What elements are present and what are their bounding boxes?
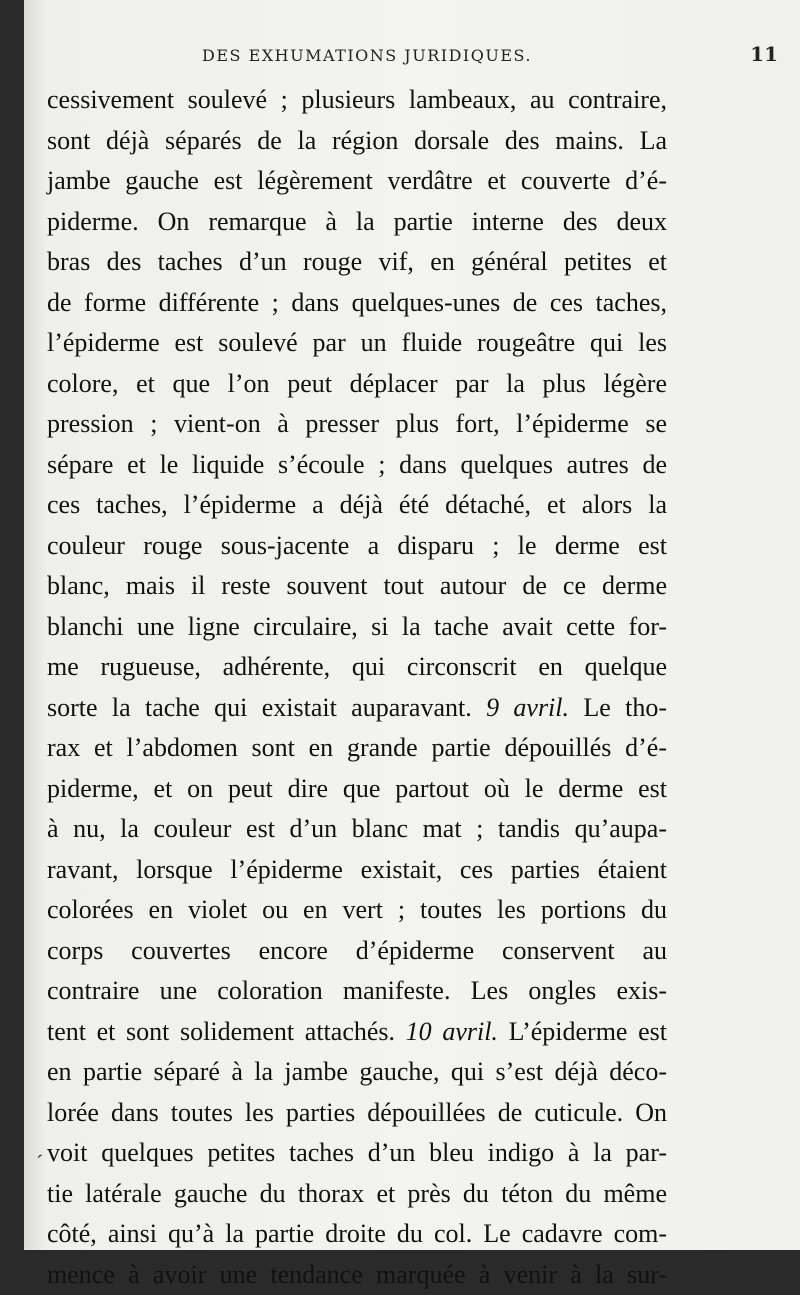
text-line: bras des taches d’un rouge vif, en général petites et — [47, 242, 667, 283]
text-line: ces taches, l’épiderme a déjà été détaché, et alors la — [47, 485, 667, 526]
book-page — [24, 0, 800, 1250]
text-line: me rugueuse, adhérente, qui circonscrit en quelque — [47, 647, 667, 688]
text-line: mence à avoir une tendance marquée à venir à la sur- — [47, 1255, 667, 1295]
text-line: lorée dans toutes les parties dépouillées de cuticule. On — [47, 1093, 667, 1134]
body-text — [47, 80, 667, 1295]
date-9-avril: 9 avril. — [486, 693, 569, 722]
text-line: rax et l’abdomen sont en grande partie dépouillés d’é- — [47, 728, 667, 769]
text-line: couleur rouge sous-jacente a disparu ; le derme est — [47, 526, 667, 567]
running-title: DES EXHUMATIONS JURIDIQUES. — [172, 46, 562, 65]
text-segment: sorte la tache qui existait auparavant. — [47, 693, 472, 722]
text-line: voit quelques petites taches d’un bleu indigo à la par- — [47, 1133, 667, 1174]
text-line: jambe gauche est légèrement verdâtre et couverte d’é- — [47, 161, 667, 202]
text-segment: tent et sont solidement attachés. — [47, 1017, 395, 1046]
text-line: colorées en violet ou en vert ; toutes les portions du — [47, 890, 667, 931]
text-line: colore, et que l’on peut déplacer par la plus légère — [47, 364, 667, 405]
margin-mark: ´ — [36, 1150, 43, 1176]
text-segment: L’épiderme est — [509, 1017, 667, 1046]
text-line: l’épiderme est soulevé par un fluide rougeâtre qui les — [47, 323, 667, 364]
text-line: tie latérale gauche du thorax et près du téton du même — [47, 1174, 667, 1215]
text-line: contraire une coloration manifeste. Les ongles exis- — [47, 971, 667, 1012]
date-10-avril: 10 avril. — [406, 1017, 498, 1046]
text-line: ravant, lorsque l’épiderme existait, ces parties étaient — [47, 850, 667, 891]
text-line-with-date — [47, 688, 667, 729]
text-line: pression ; vient-on à presser plus fort, l’épiderme se — [47, 404, 667, 445]
text-line: piderme. On remarque à la partie interne des deux — [47, 202, 667, 243]
text-line: corps couvertes encore d’épiderme conservent au — [47, 931, 667, 972]
text-line: cessivement soulevé ; plusieurs lambeaux, au contraire, — [47, 80, 667, 121]
text-line: sont déjà séparés de la région dorsale des mains. La — [47, 121, 667, 162]
text-line: sépare et le liquide s’écoule ; dans quelques autres de — [47, 445, 667, 486]
text-line: blanchi une ligne circulaire, si la tache avait cette for- — [47, 607, 667, 648]
text-line: à nu, la couleur est d’un blanc mat ; tandis qu’aupa- — [47, 809, 667, 850]
text-line-with-date — [47, 1012, 667, 1053]
text-line: piderme, et on peut dire que partout où le derme est — [47, 769, 667, 810]
text-line: blanc, mais il reste souvent tout autour de ce derme — [47, 566, 667, 607]
page-number: 11 — [750, 42, 778, 66]
text-line: en partie séparé à la jambe gauche, qui s’est déjà déco- — [47, 1052, 667, 1093]
text-line: de forme différente ; dans quelques-unes de ces taches, — [47, 283, 667, 324]
text-segment: Le tho- — [583, 693, 667, 722]
text-line: côté, ainsi qu’à la partie droite du col. Le cadavre com- — [47, 1214, 667, 1255]
